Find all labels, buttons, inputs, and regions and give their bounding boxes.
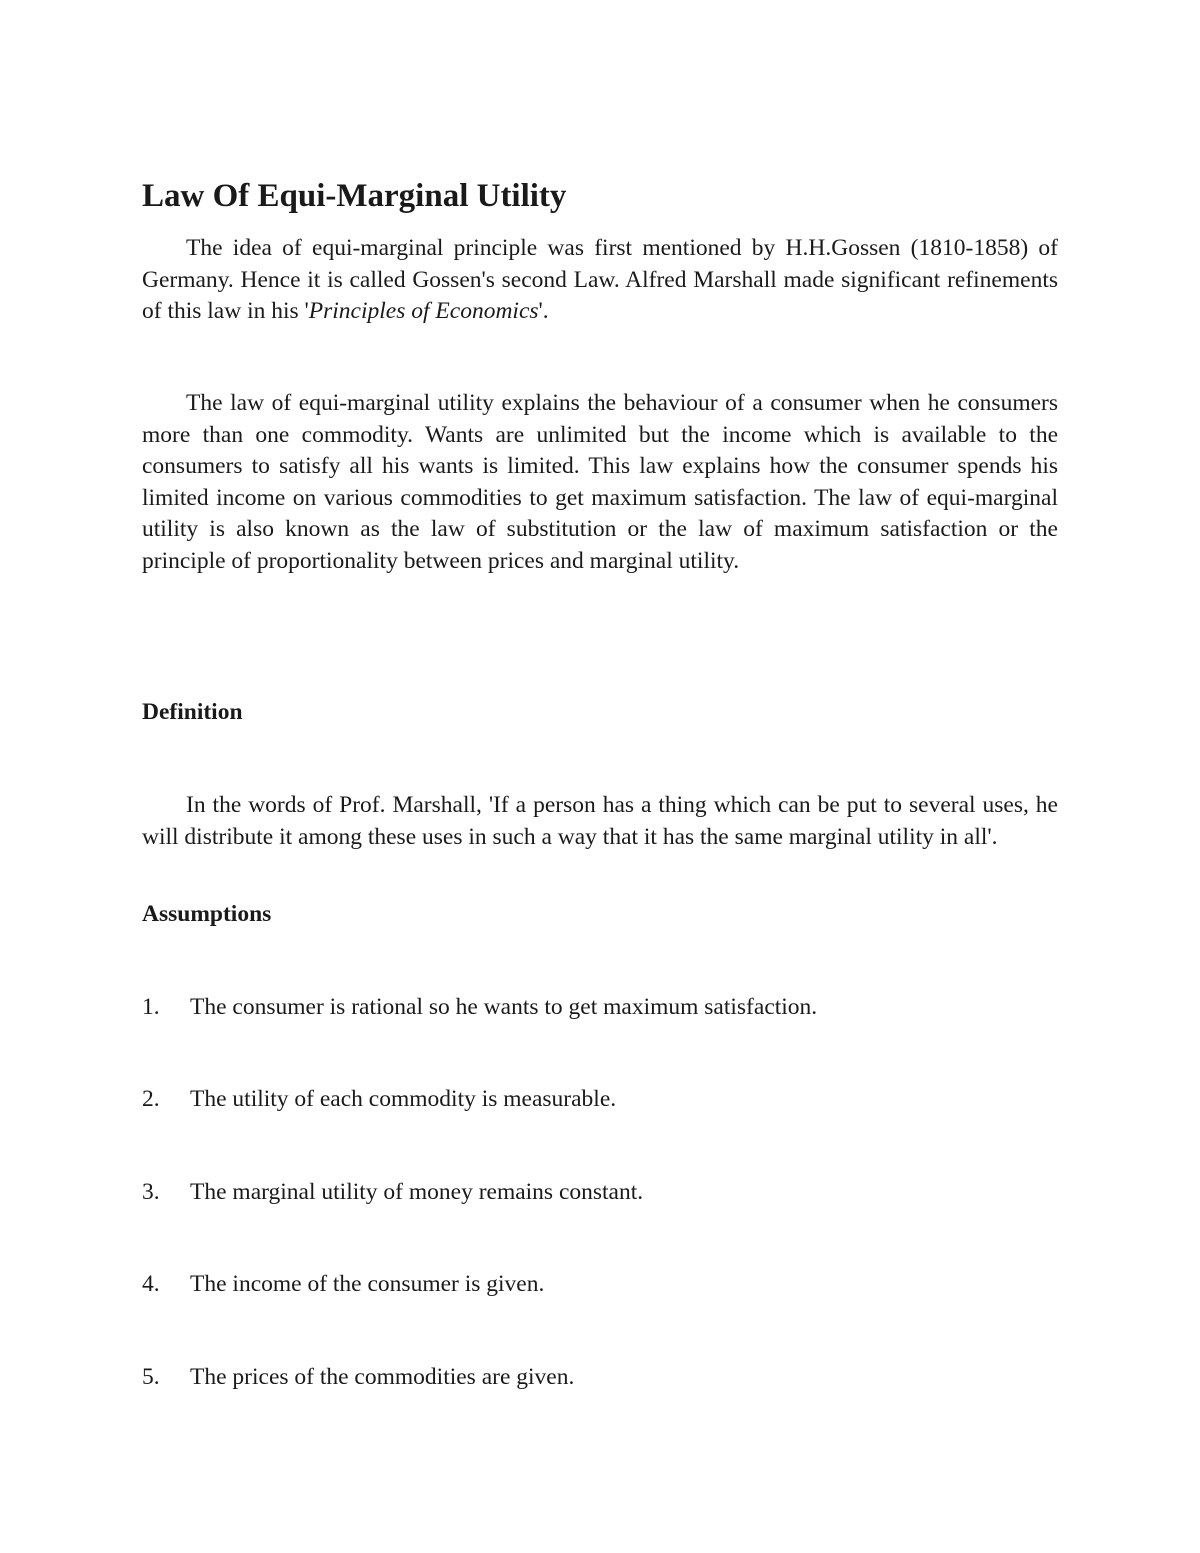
intro-text: The idea of equi-marginal principle was first mentioned by H.H.Gossen (1810-1858) of Germany. Hence it is called Gossen's second Law. Alfred Marshall made significant refinements of this law in his ' <box>142 235 1058 324</box>
explanation-paragraph: The law of equi-marginal utility explains the behaviour of a consumer when he consumers more than one commodity. Wants are unlimited but the income which is available to the consumers to satisfy all his wants is limited. This law explains how the consumer spends his limited income on various commodities to get maximum satisfaction. The law of equi-marginal utility is also known as the law of substitution or the law of maximum satisfaction or the principle of proportionality between prices and marginal utility. <box>142 390 1058 574</box>
assumption-number: 2. <box>142 1086 160 1112</box>
assumption-number: 5. <box>142 1364 160 1390</box>
assumption-text: The utility of each commodity is measurable. <box>190 1086 617 1112</box>
assumption-text: The prices of the commodities are given. <box>190 1364 575 1390</box>
assumption-number: 1. <box>142 994 160 1020</box>
assumption-item <box>142 1083 616 1115</box>
definition-heading: Definition <box>142 699 243 725</box>
assumption-number: 3. <box>142 1179 160 1205</box>
assumption-item <box>142 991 817 1023</box>
assumption-item <box>142 1268 544 1300</box>
assumptions-heading: Assumptions <box>142 901 272 927</box>
assumption-item <box>142 1361 574 1393</box>
definition-paragraph: In the words of Prof. Marshall, 'If a person has a thing which can be put to several uses, he will distribute it among these uses in such a way that it has the same marginal utility in all'. <box>142 792 1058 850</box>
assumption-number: 4. <box>142 1271 160 1297</box>
intro-paragraph <box>142 233 1058 328</box>
assumption-text: The marginal utility of money remains constant. <box>190 1179 644 1205</box>
assumption-text: The income of the consumer is given. <box>190 1271 545 1297</box>
assumption-item <box>142 1176 643 1208</box>
book-title: Principles of Economics <box>308 298 539 324</box>
assumption-text: The consumer is rational so he wants to get maximum satisfaction. <box>190 994 818 1020</box>
intro-text-end: '. <box>538 298 549 324</box>
document-title: Law Of Equi-Marginal Utility <box>142 178 567 214</box>
